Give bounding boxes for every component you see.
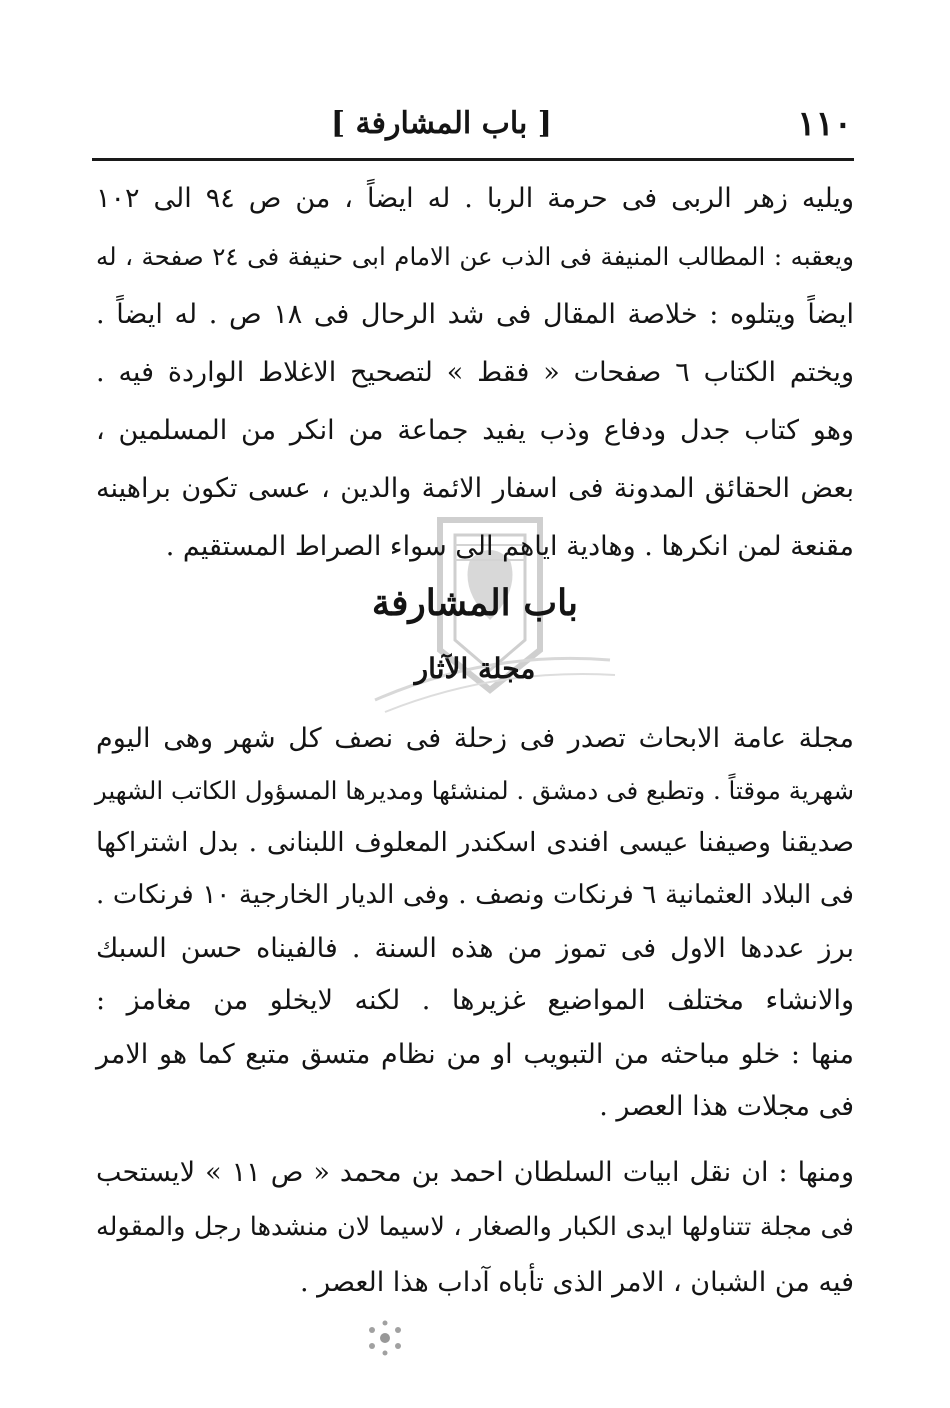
text-line: بعض الحقائق المدونة فى اسفار الائمة والدين ، عسى تكون براهينه — [96, 473, 854, 504]
text-line: منها : خلو مباحثه من التبويب او من نظام متسق متبع كما هو الامر — [96, 1039, 854, 1070]
text-line: مقنعة لمن انكرها . وهادية اياهم الى سواء الصراط المستقيم . — [165, 531, 854, 562]
text-line: صديقنا وصيفنا عيسى افندى اسكندر المعلوف اللبنانى . بدل اشتراكها — [96, 827, 854, 858]
page-header — [92, 96, 852, 154]
text-line: فى مجلات هذا العصر . — [599, 1091, 854, 1122]
text-line: شهرية موقتاً . وتطبع فى دمشق . لمنشئها ومديرها المسؤول الكاتب الشهير — [94, 776, 854, 805]
text-line: فى مجلة تتناولها ايدى الكبار والصغار ، لاسيما لان منشدها رجل والمقوله — [96, 1212, 854, 1242]
section-title: باب المشارفة — [371, 582, 579, 624]
text-line: فى البلاد العثمانية ٦ فرنكات ونصف . وفى الديار الخارجية ١٠ فرنكات . — [96, 880, 854, 910]
text-line: مجلة عامة الابحاث تصدر فى زحلة فى نصف كل شهر وهى اليوم — [96, 723, 854, 754]
text-line: ومنها : ان نقل ابيات السلطان احمد بن محمد « ص ١١ » لايستحب — [96, 1157, 854, 1188]
running-head: [ باب المشارفة ] — [330, 106, 552, 141]
page-number: ١١٠ — [797, 104, 852, 144]
text-line: وهو كتاب جدل ودفاع وذب يفيد جماعة من انكر من المسلمين ، — [96, 415, 854, 446]
text-line: فيه من الشبان ، الامر الذى تأباه آداب هذا العصر . — [299, 1267, 854, 1298]
text-line: ويليه زهر الربى فى حرمة الربا . له ايضاً ، من ص ٩٤ الى ١٠٢ — [96, 183, 854, 214]
text-line: ويختم الكتاب ٦ صفحات « فقط » لتصحيح الاغلاط الواردة فيه . — [96, 357, 854, 388]
header-rule — [92, 158, 854, 161]
text-line: والانشاء مختلف المواضيع غزيرها . لكنه لايخلو من مغامز : — [96, 985, 854, 1016]
text-line: برز عددها الاول فى تموز من هذه السنة . فالفيناه حسن السبك — [96, 933, 854, 964]
subsection-title: مجلة الآثار — [414, 652, 536, 685]
text-line: ايضاً ويتلوه : خلاصة المقال فى شد الرحال فى ١٨ ص . له ايضاً . — [96, 299, 854, 330]
end-ornament-icon — [362, 1318, 408, 1358]
text-line: ويعقبه : المطالب المنيفة فى الذب عن الامام ابى حنيفة فى ٢٤ صفحة ، له — [96, 242, 854, 271]
